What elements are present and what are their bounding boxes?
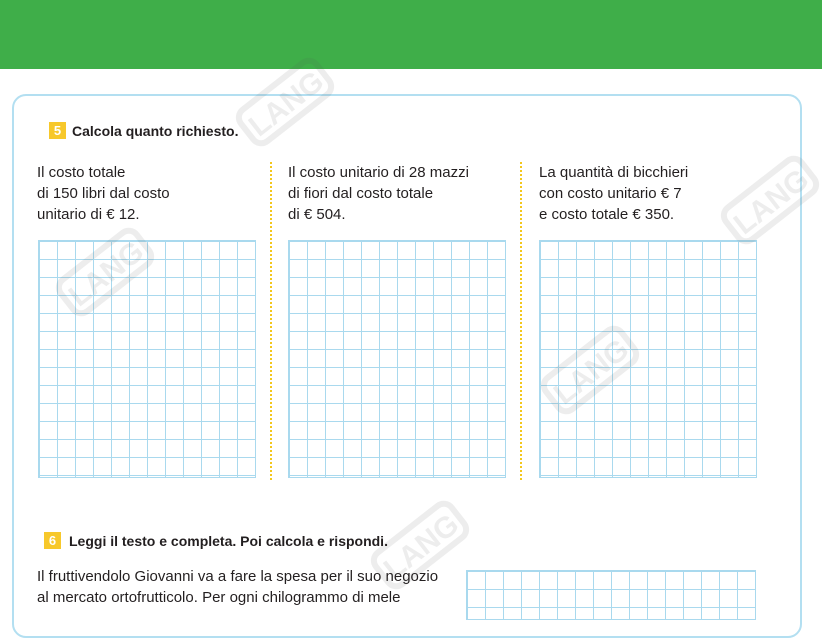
column-separator bbox=[270, 162, 272, 480]
grid-answer-area-4[interactable] bbox=[466, 570, 756, 620]
exercise-6-text: Il fruttivendolo Giovanni va a fare la spesa per il suo negozio al mercato ortofrutticolo. Per ogni chilogrammo di mele bbox=[37, 568, 439, 606]
exercise-5-col-1-text: Il costo totale di 150 libri dal costo unitario di € 12. bbox=[37, 164, 170, 223]
exercise-5-col-3-text: La quantità di bicchieri con costo unitario € 7 e costo totale € 350. bbox=[539, 164, 689, 223]
exercise-5-instruction: Calcola quanto richiesto. bbox=[72, 123, 239, 139]
top-green-bar bbox=[0, 0, 822, 69]
exercise-6-badge: 6 bbox=[44, 532, 61, 549]
column-separator bbox=[520, 162, 522, 480]
exercise-6-instruction: Leggi il testo e completa. Poi calcola e rispondi. bbox=[69, 533, 388, 549]
exercise-5-col-2-text: Il costo unitario di 28 mazzi di fiori dal costo totale di € 504. bbox=[288, 164, 469, 223]
exercise-5-badge: 5 bbox=[49, 122, 66, 139]
grid-answer-area-2[interactable] bbox=[288, 240, 506, 478]
grid-answer-area-1[interactable] bbox=[38, 240, 256, 478]
grid-answer-area-3[interactable] bbox=[539, 240, 757, 478]
